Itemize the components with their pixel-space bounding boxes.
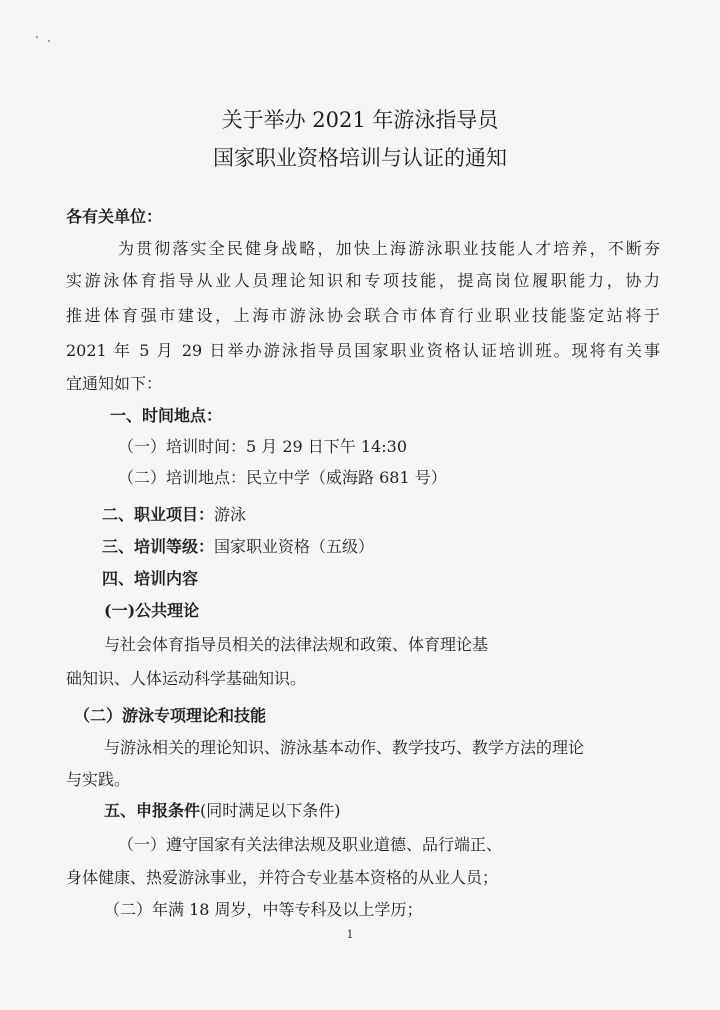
section2-value: 游泳	[214, 505, 247, 524]
section4-sub2-line-2: 与实践。	[66, 770, 131, 789]
section3-heading: 三、培训等级：	[102, 537, 215, 556]
intro-line-2: 实游泳体育指导从业人员理论知识和专项技能，提高岗位履职能力，协力	[66, 271, 660, 290]
section5	[104, 800, 341, 822]
section5-heading: 五、申报条件	[104, 801, 201, 820]
page-number: 1	[346, 928, 354, 941]
salutation: 各有关单位：	[66, 207, 163, 226]
section5-item-3: （二）年满 18 周岁，中等专科及以上学历；	[104, 900, 423, 919]
title-line-2: 国家职业资格培训与认证的通知	[213, 146, 507, 170]
section3	[102, 536, 374, 558]
section1-item-2: （二）培训地点：民立中学（威海路 681 号）	[118, 468, 447, 487]
scan-speck	[36, 36, 38, 38]
intro-line-3: 推进体育强市建设，上海市游泳协会联合市体育行业职业技能鉴定站将于	[66, 306, 660, 325]
section1-item-1: （一）培训时间：5 月 29 日下午 14:30	[118, 437, 407, 456]
intro-line-4: 2021 年 5 月 29 日举办游泳指导员国家职业资格认证培训班。现将有关事	[66, 341, 660, 360]
section4-sub1-line-2: 础知识、人体运动科学基础知识。	[66, 669, 307, 688]
title-line-1: 关于举办 2021 年游泳指导员	[221, 108, 499, 132]
section1-heading: 一、时间地点：	[110, 406, 223, 425]
section4-heading: 四、培训内容	[102, 569, 199, 588]
section4-sub2-heading: （二）游泳专项理论和技能	[74, 706, 267, 725]
section2	[102, 504, 246, 526]
scan-speck	[48, 40, 50, 42]
section3-value: 国家职业资格（五级）	[214, 537, 375, 556]
section2-heading: 二、职业项目：	[102, 505, 215, 524]
intro-line-1: 为贯彻落实全民健身战略，加快上海游泳职业技能人才培养，不断夯	[118, 239, 660, 258]
section5-item-2: 身体健康、热爱游泳事业，并符合专业基本资格的从业人员；	[66, 868, 499, 887]
section4-sub1-line-1: 与社会体育指导员相关的法律法规和政策、体育理论基	[104, 635, 489, 654]
intro-line-5: 宜通知如下：	[66, 374, 163, 393]
section5-item-1: （一）遵守国家有关法律法规及职业道德、品行端正、	[118, 835, 503, 854]
section5-note: (同时满足以下条件)	[200, 801, 341, 820]
section4-sub1-heading: (一)公共理论	[104, 601, 200, 620]
section4-sub2-line-1: 与游泳相关的理论知识、游泳基本动作、教学技巧、教学方法的理论	[104, 738, 585, 757]
